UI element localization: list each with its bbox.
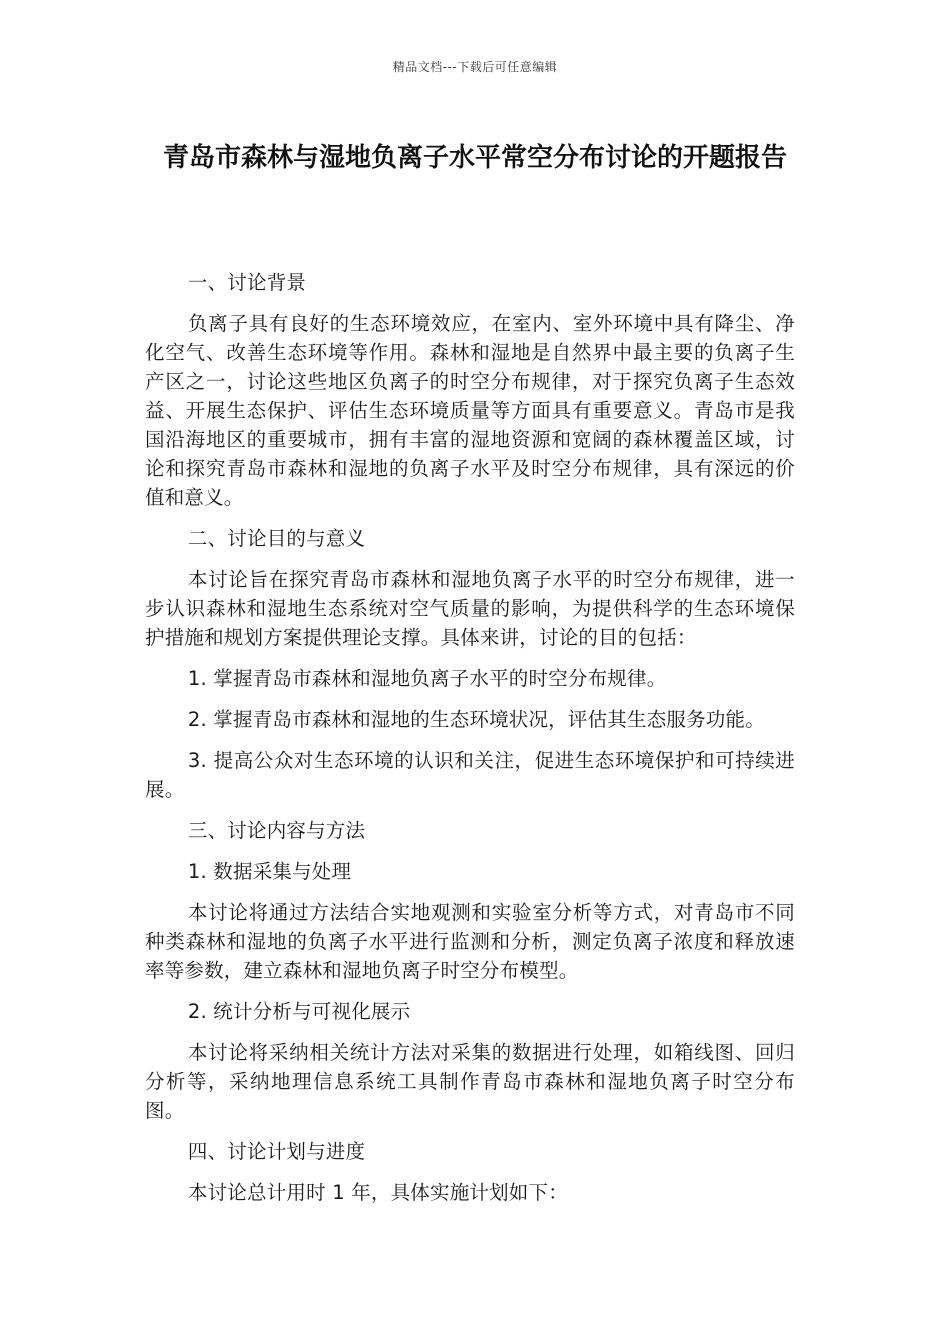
document-body bbox=[145, 268, 795, 1219]
subheading-data-collection: 1. 数据采集与处理 bbox=[187, 860, 352, 883]
list-item-purpose-3: 3. 提高公众对生态环境的认识和关注，促进生态环境保护和可持续进展。 bbox=[145, 749, 795, 801]
paragraph-purpose: 本讨论旨在探究青岛市森林和湿地负离子水平的时空分布规律，进一步认识森林和湿地生态系统对空气质量的影响，为提供科学的生态环境保护措施和规划方案提供理论支撑。具体来讲，讨论的目的包括： bbox=[145, 568, 795, 649]
section-heading-background: 一、讨论背景 bbox=[187, 271, 307, 294]
section-heading-methods: 三、讨论内容与方法 bbox=[187, 819, 366, 842]
section-heading-plan: 四、讨论计划与进度 bbox=[187, 1140, 366, 1163]
paragraph-data-collection: 本讨论将通过方法结合实地观测和实验室分析等方式，对青岛市不同种类森林和湿地的负离子水平进行监测和分析，测定负离子浓度和释放速率等参数，建立森林和湿地负离子时空分布模型。 bbox=[145, 901, 795, 982]
paragraph-plan: 本讨论总计用时 1 年，具体实施计划如下： bbox=[187, 1181, 568, 1204]
paragraph-statistics: 本讨论将采纳相关统计方法对采集的数据进行处理，如箱线图、回归分析等，采纳地理信息系统工具制作青岛市森林和湿地负离子时空分布图。 bbox=[145, 1041, 795, 1122]
document-title: 青岛市森林与湿地负离子水平常空分布讨论的开题报告 bbox=[162, 143, 787, 173]
paragraph-background: 负离子具有良好的生态环境效应，在室内、室外环境中具有降尘、净化空气、改善生态环境等作用。森林和湿地是自然界中最主要的负离子生产区之一，讨论这些地区负离子的时空分布规律，对于探究负离子生态效益、开展生态保护、评估生态环境质量等方面具有重要意义。青岛市是我国沿海地区的重要城市，拥有丰富的湿地资源和宽阔的森林覆盖区域，讨论和探究青岛市森林和湿地的负离子水平及时空分布规律，具有深远的价值和意义。 bbox=[145, 312, 795, 509]
section-heading-purpose: 二、讨论目的与意义 bbox=[187, 527, 366, 550]
list-item-purpose-2: 2. 掌握青岛市森林和湿地的生态环境状况，评估其生态服务功能。 bbox=[187, 708, 765, 731]
header-note: 精品文档---下载后可任意编辑 bbox=[392, 60, 558, 74]
subheading-statistics: 2. 统计分析与可视化展示 bbox=[187, 1000, 411, 1023]
list-item-purpose-1: 1. 掌握青岛市森林和湿地负离子水平的时空分布规律。 bbox=[187, 667, 667, 690]
